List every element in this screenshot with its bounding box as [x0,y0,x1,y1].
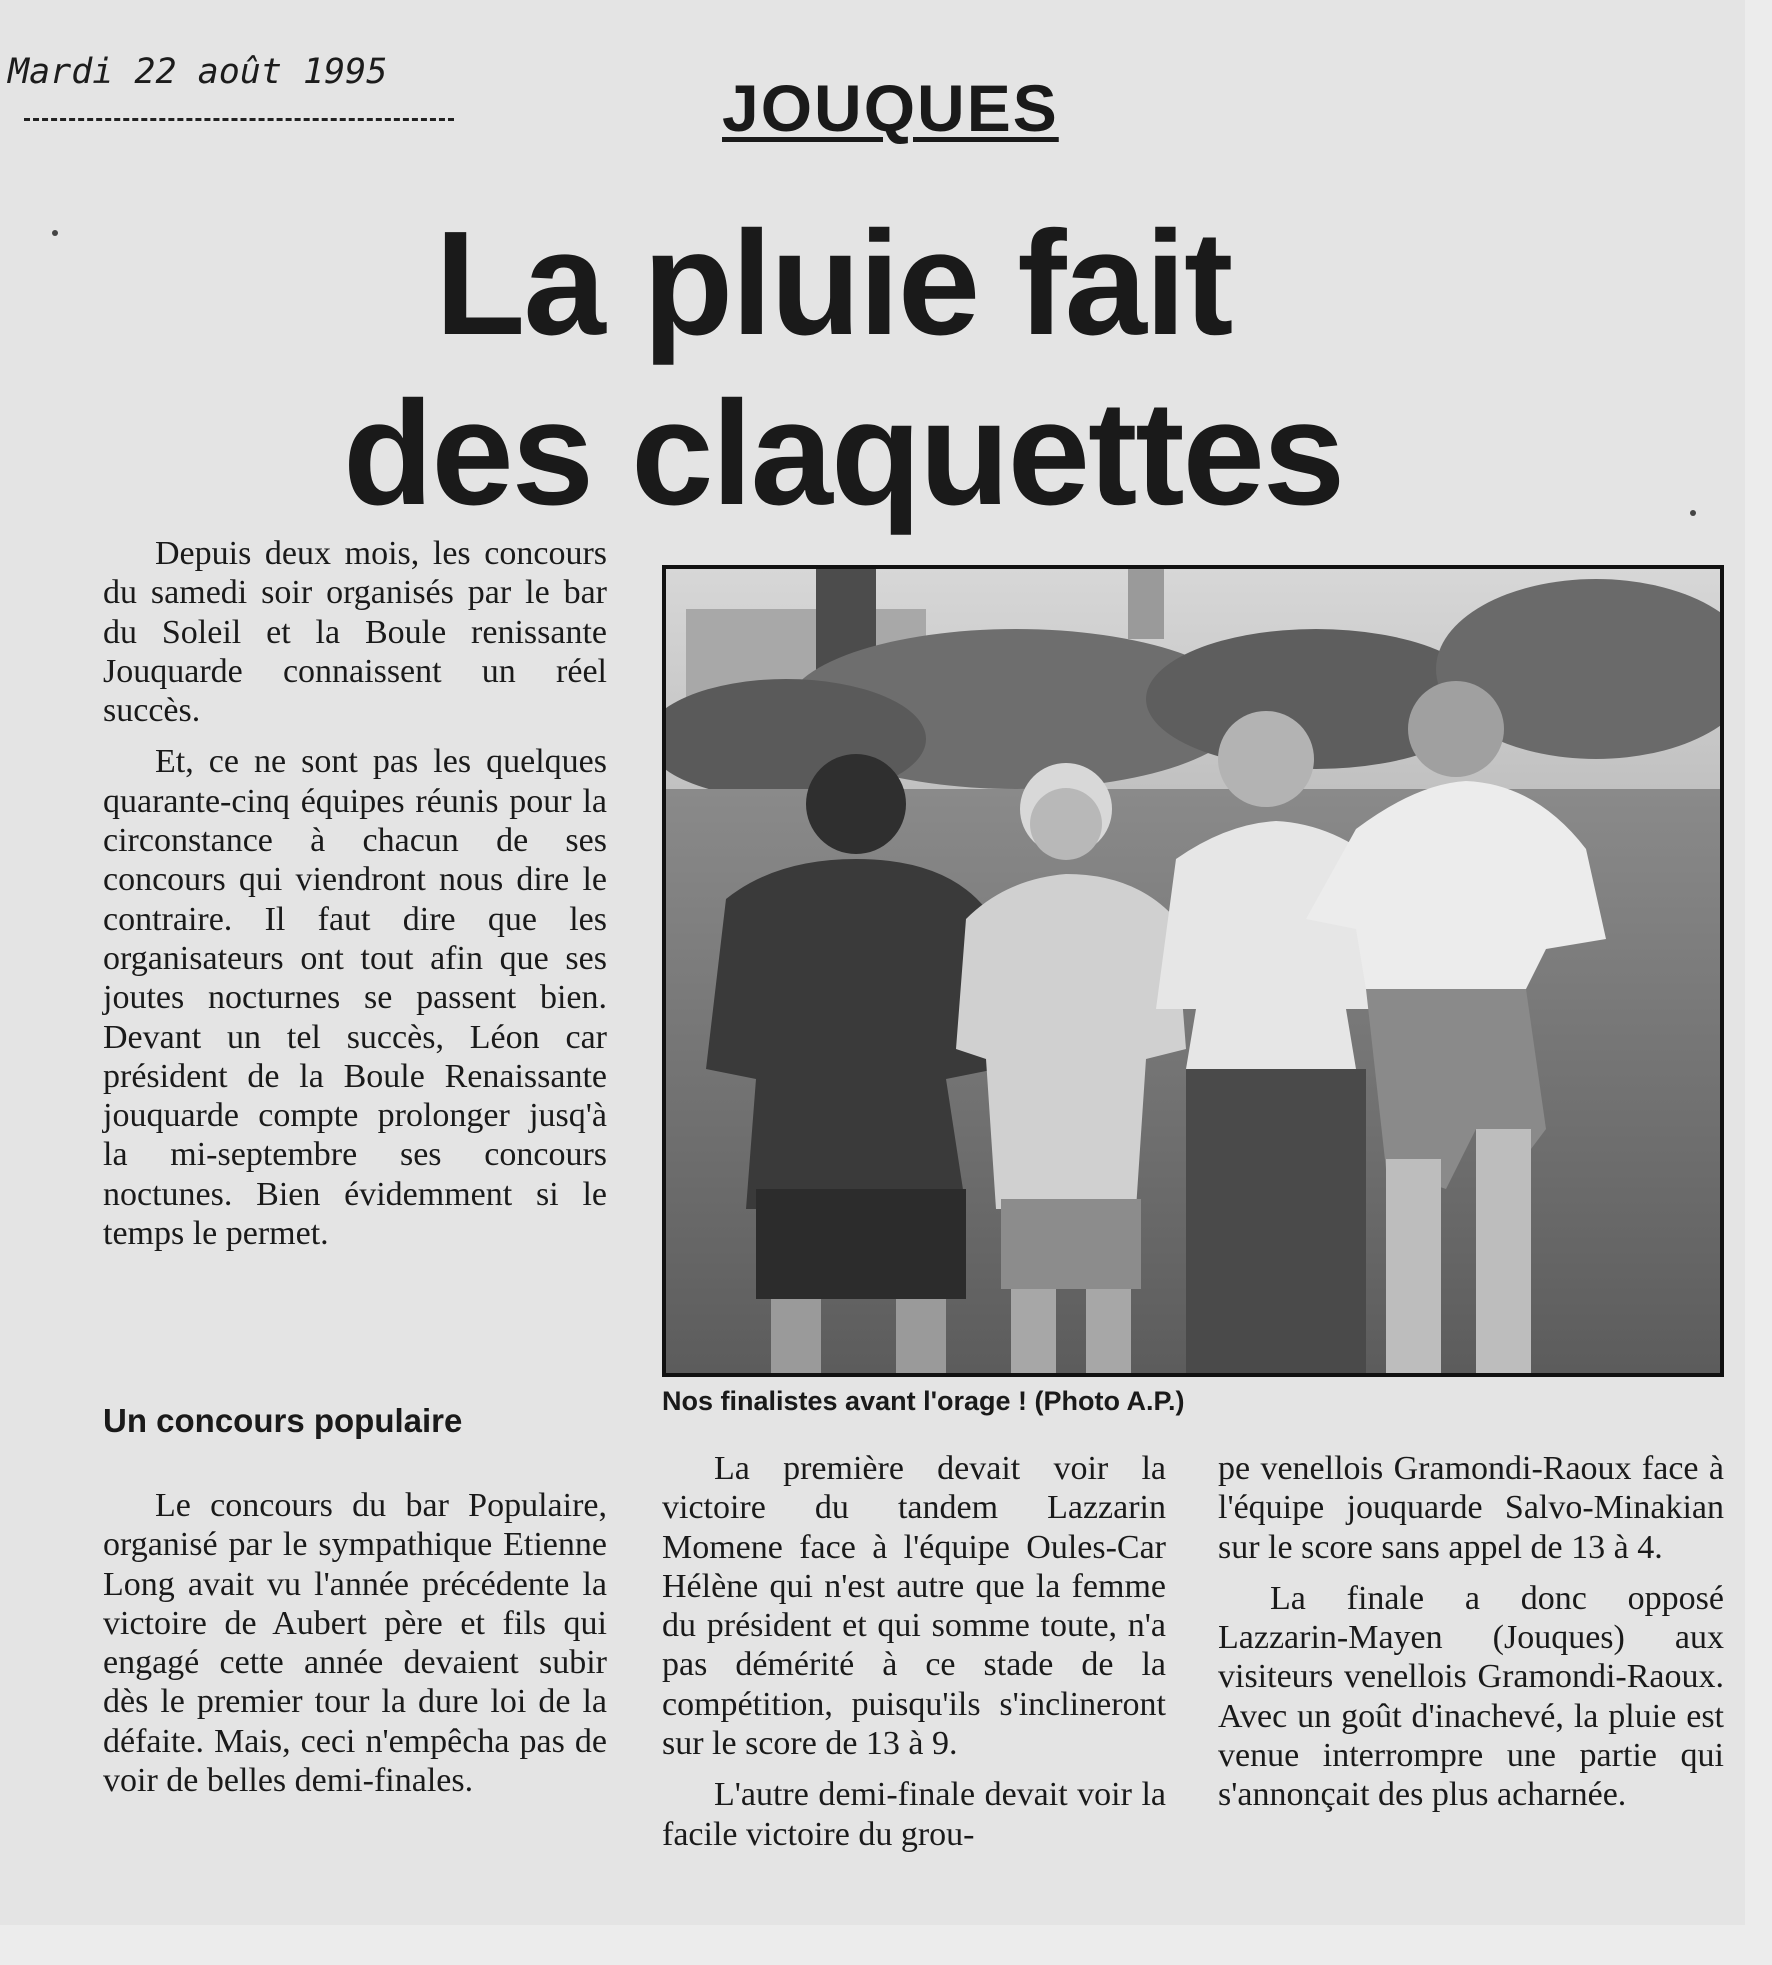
headline-line-1: La pluie fait [435,201,1232,366]
article-paragraph: L'autre demi-finale devait voir la facile victoire du grou- [662,1776,1166,1853]
headline-line-2: des claquettes [343,371,1344,536]
article-paragraph: Le concours du bar Populaire, organisé par le sympathique Etienne Long avait vu l'année précédente la victoire de Aubert père et fils qui engagé cette année devaient subir dès le premier tour la dure loi de la défaite. Mais, ceci n'empêcha pas de voir de belles demi-finales. [103,1487,607,1800]
article-paragraph: La finale a donc opposé Lazzarin-Mayen (Jouques) aux visiteurs venellois Gramondi-Raoux. Avec un goût d'inachevé, la pluie est venue interrompre une partie qui s'annonçait des plus acharnée. [1218,1579,1724,1814]
article-paragraph: pe venellois Gramondi-Raoux face à l'équipe jouquarde Salvo-Minakian sur le score sans appel de 13 à 4. [1218,1450,1724,1566]
dateline: Mardi 22 août 1995 [8,52,388,92]
scan-speck [52,230,58,236]
intro-column [103,534,607,1253]
dateline-rule [24,118,454,121]
section-kicker: JOUQUES [722,71,1059,145]
photo-caption: Nos finalistes avant l'orage ! (Photo A.P.) [662,1386,1185,1416]
article-column-1-lower [103,1486,607,1800]
intro-paragraph: Et, ce ne sont pas les quelques quarante-cinq équipes réunis pour la circonstance à chacun de ses concours qui viendront nous dire le contraire. Il faut dire que les organisateurs ont tout afin que ses joutes nocturnes se passent bien. Devant un tel succès, Léon car président de la Boule Renaissante jouquarde compte prolonger jusq'à la mi-septembre ses concours noctunes. Bien évidemment si le temps le permet. [103,743,607,1253]
photo-image [666,569,1720,1373]
article-column-2 [662,1449,1166,1854]
scan-speck [1690,510,1696,516]
finalists-photo [662,565,1724,1377]
subheading: Un concours populaire [103,1402,463,1439]
article-column-3 [1218,1449,1724,1815]
article-paragraph: La première devait voir la victoire du tandem Lazzarin Momene face à l'équipe Oules-Car Hélène qui n'est autre que la femme du président et qui somme toute, n'a pas démérité à ce stade de la compétition, puisqu'ils s'inclineront sur le score de 13 à 9. [662,1450,1166,1763]
intro-paragraph: Depuis deux mois, les concours du samedi soir organisés par le bar du Soleil et la Boule renissante Jouquarde connaissent un réel succès. [103,535,607,730]
